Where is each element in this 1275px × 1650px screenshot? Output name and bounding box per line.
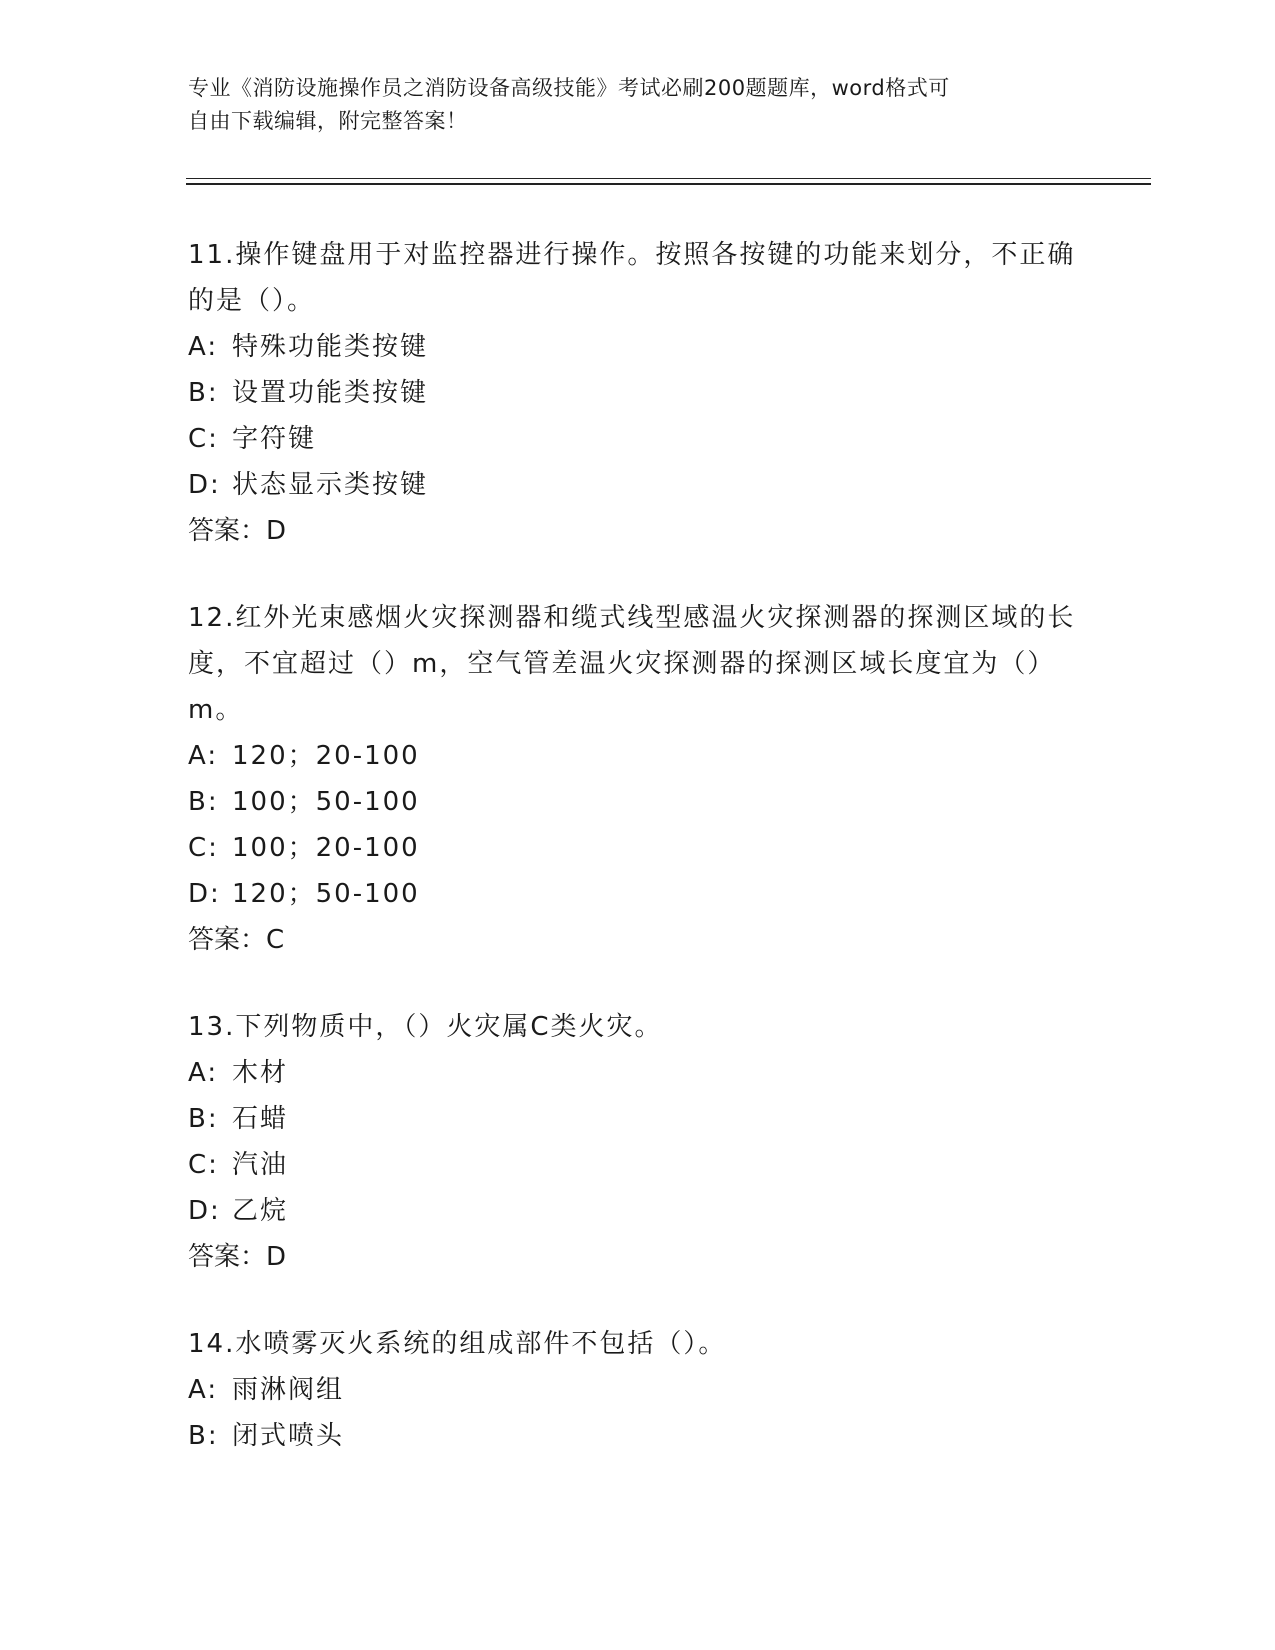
header-divider-top [186,178,1151,179]
option-text: 木材 [232,1058,289,1088]
option-b [188,370,1088,416]
option-letter: A: [188,332,219,362]
option-text: 状态显示类按键 [232,470,429,500]
option-letter: B: [188,1421,219,1451]
option-b [188,779,1088,825]
option-text: 100；50-100 [232,787,420,817]
option-b [188,1096,1088,1142]
option-c [188,416,1088,462]
question-11 [188,232,1088,554]
option-text: 120；20-100 [232,741,420,771]
option-b [188,1413,1088,1459]
header-line-1: 专业《消防设施操作员之消防设备高级技能》考试必刷200题题库，word格式可 [188,76,950,100]
question-list [188,232,1088,1500]
option-text: 120；50-100 [232,879,420,909]
option-a [188,733,1088,779]
option-letter: D: [188,470,221,500]
option-letter: C: [188,1150,219,1180]
option-text: 设置功能类按键 [232,378,429,408]
question-stem: 14.水喷雾灭火系统的组成部件不包括（）。 [188,1329,727,1359]
option-a [188,1050,1088,1096]
option-text: 汽油 [232,1150,289,1180]
option-letter: C: [188,424,219,454]
answer-line: 答案：C [188,925,285,955]
option-text: 100；20-100 [232,833,420,863]
answer-line: 答案：D [188,516,287,546]
option-a [188,324,1088,370]
question-stem: 12.红外光束感烟火灾探测器和缆式线型感温火灾探测器的探测区域的长度，不宜超过（）m，空气管差温火灾探测器的探测区域长度宜为（）m。 [188,603,1076,725]
option-letter: A: [188,741,219,771]
option-c [188,1142,1088,1188]
question-13 [188,1004,1088,1280]
option-text: 石蜡 [232,1104,289,1134]
question-stem: 11.操作键盘用于对监控器进行操作。按照各按键的功能来划分，不正确的是（）。 [188,240,1076,316]
option-text: 字符键 [232,424,317,454]
document-header [188,72,1088,138]
option-d [188,462,1088,508]
option-text: 乙烷 [232,1196,289,1226]
option-letter: A: [188,1058,219,1088]
header-line-2: 自由下载编辑，附完整答案！ [188,109,468,133]
question-12 [188,595,1088,963]
option-letter: D: [188,879,221,909]
option-d [188,871,1088,917]
option-letter: D: [188,1196,221,1226]
option-text: 雨淋阀组 [232,1375,345,1405]
option-text: 闭式喷头 [232,1421,345,1451]
option-text: 特殊功能类按键 [232,332,429,362]
option-d [188,1188,1088,1234]
option-c [188,825,1088,871]
option-letter: B: [188,1104,219,1134]
header-divider-bottom [186,183,1151,185]
option-letter: B: [188,787,219,817]
answer-line: 答案：D [188,1242,287,1272]
option-letter: B: [188,378,219,408]
option-a [188,1367,1088,1413]
option-letter: A: [188,1375,219,1405]
option-letter: C: [188,833,219,863]
question-14 [188,1321,1088,1459]
question-stem: 13.下列物质中，（）火灾属C类火灾。 [188,1012,663,1042]
